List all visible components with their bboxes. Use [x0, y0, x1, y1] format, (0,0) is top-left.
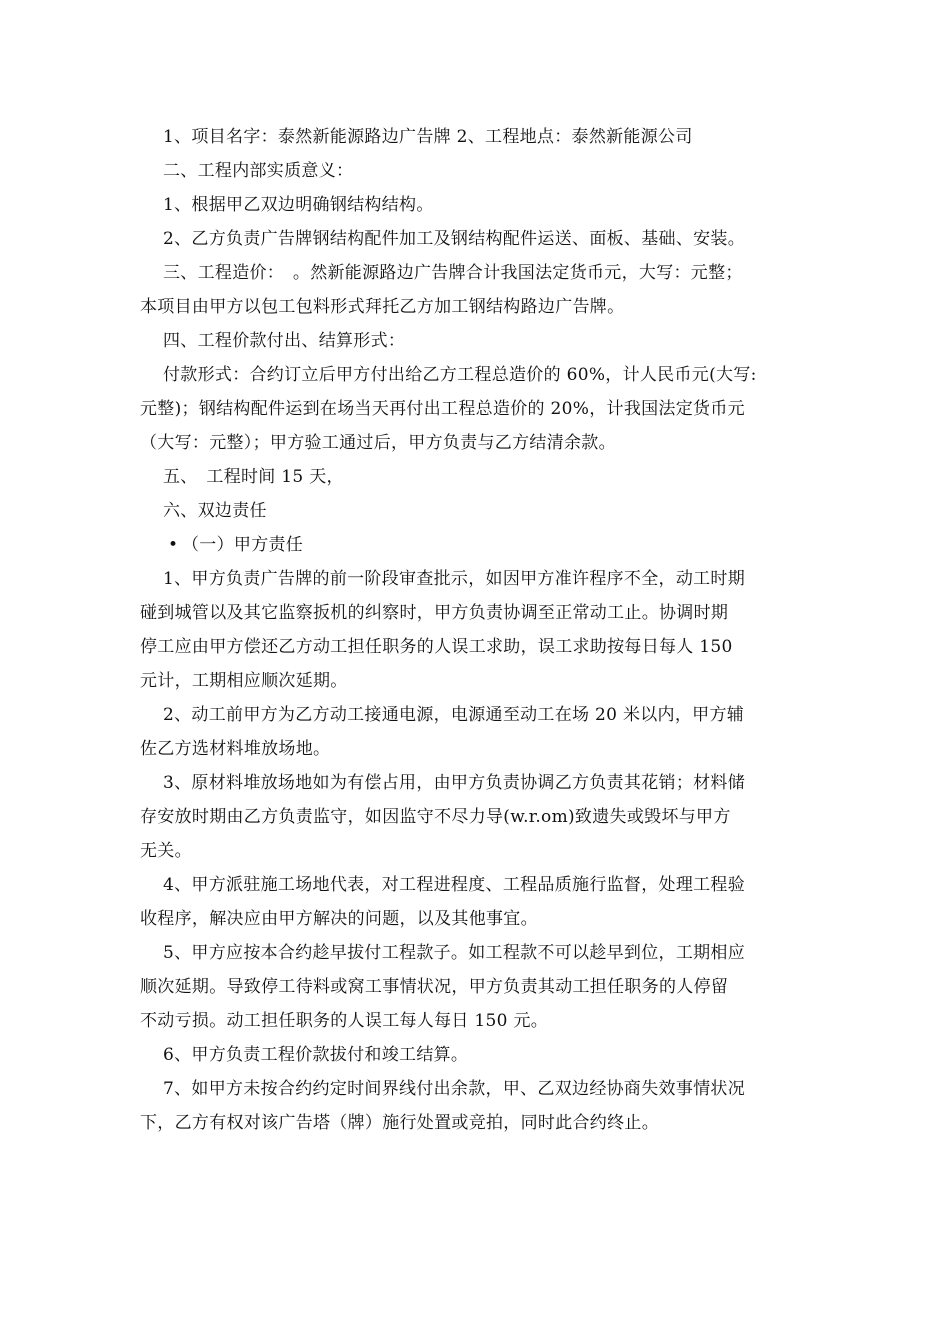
section-heading-responsibilities [140, 494, 812, 528]
section-heading-scope [140, 154, 812, 188]
text-line: 1、项目名字：泰然新能源路边广告牌 2、工程地点：泰然新能源公司 [163, 127, 693, 147]
text-line: 1、甲方负责广告牌的前一阶段审查批示，如因甲方准许程序不全，动工时期 [163, 569, 746, 589]
text-line: 佐乙方选材料堆放场地。 [140, 739, 331, 759]
cost-paragraph [140, 256, 812, 324]
payment-terms-paragraph [140, 358, 812, 460]
text-line: 存安放时期由乙方负责监守，如因监守不尽力导(w.r.om)致遗失或毁坏与甲方 [140, 807, 731, 827]
section-heading-duration [140, 460, 812, 494]
scope-item-1 [140, 188, 812, 222]
text-line: 4、甲方派驻施工场地代表，对工程进程度、工程品质施行监督，处理工程验 [163, 875, 746, 895]
text-line: 5、甲方应按本合约趁早拔付工程款子。如工程款不可以趁早到位，工期相应 [163, 943, 746, 963]
party-a-item-1 [140, 562, 812, 698]
text-line: （大写：元整）；甲方验工通过后，甲方负责与乙方结清余款。 [140, 433, 616, 453]
text-line: 二、工程内部实质意义： [163, 161, 354, 181]
text-line: 不动亏损。动工担任职务的人误工每人每日 150 元。 [140, 1011, 549, 1031]
text-line: 2、乙方负责广告牌钢结构配件加工及钢结构配件运送、面板、基础、安装。 [163, 229, 746, 249]
text-line: 本项目由甲方以包工包料形式拜托乙方加工钢结构路边广告牌。 [140, 297, 625, 317]
text-line: 六、双边责任 [163, 501, 267, 521]
text-line: 6、甲方负责工程价款拔付和竣工结算。 [163, 1045, 469, 1065]
text-line: 碰到城管以及其它监察扳机的纠察时，甲方负责协调至正常动工止。协调时期 [140, 603, 729, 623]
party-a-item-4 [140, 868, 812, 936]
text-line: 四、工程价款付出、结算形式： [163, 331, 406, 351]
text-line: 三、工程造价： 。然新能源路边广告牌合计我国法定货币元，大写：元整； [163, 263, 743, 283]
party-a-item-3 [140, 766, 812, 868]
text-line: 五、 工程时间 15 天， [163, 467, 344, 487]
text-line: 元整)；钢结构配件运到在场当天再付出工程总造价的 20%，计我国法定货币元 [140, 399, 745, 419]
text-line: 付款形式：合约订立后甲方付出给乙方工程总造价的 60%，计人民币元(大写: [163, 365, 757, 385]
text-line: 顺次延期。导致停工待料或窝工事情状况，甲方负责其动工担任职务的人停留 [140, 977, 729, 997]
subsection-party-a [140, 528, 812, 562]
text-line: 下，乙方有权对该广告塔（牌）施行处置或竞拍，同时此合约终止。 [140, 1113, 659, 1133]
bullet-icon: • [168, 535, 179, 555]
section-heading-payment [140, 324, 812, 358]
text-line: 无关。 [140, 841, 192, 861]
project-name-paragraph [140, 120, 812, 154]
text-line: 元计，工期相应顺次延期。 [140, 671, 348, 691]
text-line: 2、动工前甲方为乙方动工接通电源，电源通至动工在场 20 米以内，甲方辅 [163, 705, 745, 725]
text-line: 收程序，解决应由甲方解决的问题，以及其他事宜。 [140, 909, 538, 929]
scope-item-2 [140, 222, 812, 256]
party-a-item-2 [140, 698, 812, 766]
party-a-item-5 [140, 936, 812, 1038]
party-a-item-7 [140, 1072, 812, 1140]
party-a-item-6 [140, 1038, 812, 1072]
text-line: 停工应由甲方偿还乙方动工担任职务的人误工求助，误工求助按每日每人 150 [140, 637, 733, 657]
text-line: 7、如甲方未按合约约定时间界线付出余款，甲、乙双边经协商失效事情状况 [163, 1079, 746, 1099]
text-line: 3、原材料堆放场地如为有偿占用，由甲方负责协调乙方负责其花销；材料储 [163, 773, 746, 793]
document-body [140, 120, 812, 1140]
text-line: 1、根据甲乙双边明确钢结构结构。 [163, 195, 434, 215]
text-line: （一）甲方责任 [182, 535, 304, 555]
